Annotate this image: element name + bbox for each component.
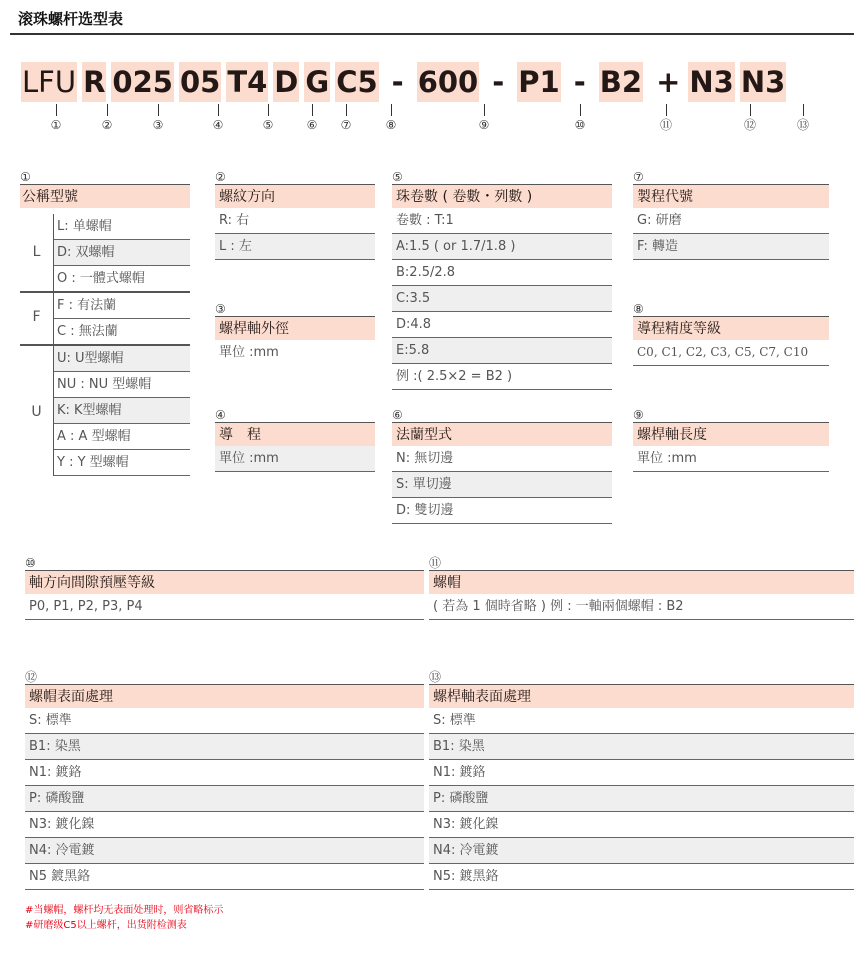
section-number: ⑥	[392, 408, 403, 422]
table-row: B:2.5/2.8	[392, 260, 612, 286]
section-number: ①	[20, 170, 31, 184]
section-header: 螺紋方向	[215, 184, 375, 208]
code-segment-process: G	[304, 62, 330, 102]
code-marker: ⑨	[474, 104, 494, 132]
section-header: 導 程	[215, 422, 375, 446]
code-segment-nut-surface: N3	[688, 62, 734, 102]
code-marker: ③	[148, 104, 168, 132]
code-segment-flange: D	[273, 62, 299, 102]
section-number: ⑩	[25, 556, 36, 570]
code-segment-length: 600	[417, 62, 480, 102]
section-header: 螺帽表面處理	[25, 684, 424, 708]
table-row: D: 雙切邊	[392, 498, 612, 524]
model-group-l	[20, 214, 190, 292]
code-segment-shaft-surface: N3	[740, 62, 786, 102]
code-segment-lfu: LFU	[21, 62, 77, 102]
code-separator: -	[573, 65, 586, 99]
table-row: A:1.5 ( or 1.7/1.8 )	[392, 234, 612, 260]
code-marker: ⑫	[740, 104, 760, 132]
group-letter: F	[32, 309, 41, 325]
group-letter: U	[31, 404, 42, 420]
table-row: C0, C1, C2, C3, C5, C7, C10	[633, 340, 829, 366]
table-row: N: 無切邊	[392, 446, 612, 472]
section-lead	[215, 408, 375, 472]
table-row: L : 左	[215, 234, 375, 260]
table-row: D:4.8	[392, 312, 612, 338]
table-row: N1: 鍍鉻	[25, 760, 424, 786]
table-row: O : 一體式螺帽	[54, 266, 190, 292]
table-row: N5 鍍黑鉻	[25, 864, 424, 890]
code-segment-direction: R	[82, 62, 106, 102]
code-segment-turns: T4	[226, 62, 268, 102]
table-row: 單位 :mm	[219, 345, 279, 360]
table-row: N3: 鍍化鎳	[25, 812, 424, 838]
code-segment-accuracy: C5	[335, 62, 378, 102]
section-flange-type	[392, 408, 612, 524]
table-row: C : 無法蘭	[54, 319, 190, 345]
code-marker: ⑦	[336, 104, 356, 132]
code-separator-plus: +	[656, 65, 681, 99]
table-row: 單位 :mm	[215, 446, 375, 472]
section-number: ⑧	[633, 302, 644, 316]
code-marker: ⑥	[302, 104, 322, 132]
table-row: G: 研磨	[633, 208, 829, 234]
section-thread-direction	[215, 170, 375, 260]
model-group-f	[20, 293, 190, 345]
code-segment-diameter: 025	[111, 62, 174, 102]
section-number: ⑪	[429, 556, 442, 570]
section-header: 導程精度等級	[633, 316, 829, 340]
table-row: E:5.8	[392, 338, 612, 364]
section-header: 螺帽	[429, 570, 854, 594]
section-lead-accuracy	[633, 302, 829, 366]
section-header: 螺桿軸長度	[633, 422, 829, 446]
table-row: N3: 鍍化鎳	[429, 812, 854, 838]
section-number: ⑦	[633, 170, 644, 184]
table-row: N1: 鍍鉻	[429, 760, 854, 786]
table-row: 單位 :mm	[633, 446, 829, 472]
section-number: ③	[215, 302, 226, 316]
model-code	[21, 62, 791, 102]
table-row: U: U型螺帽	[54, 346, 190, 372]
table-row: Y : Y 型螺帽	[54, 450, 190, 476]
table-row: P0, P1, P2, P3, P4	[25, 594, 424, 620]
table-row: B1: 染黑	[25, 734, 424, 760]
code-marker: ⑤	[258, 104, 278, 132]
code-separator: -	[492, 65, 505, 99]
table-row: ( 若為 1 個時省略 ) 例 : 一軸兩個螺帽 : B2	[429, 594, 854, 620]
model-group-u	[20, 346, 190, 478]
table-row: D: 双螺帽	[54, 240, 190, 266]
footnote: #研磨级C5以上螺杆，出货附检测表	[25, 920, 187, 931]
section-number: ②	[215, 170, 226, 184]
code-marker: ①	[46, 104, 66, 132]
code-marker: ④	[208, 104, 228, 132]
section-header: 螺桿軸表面處理	[429, 684, 854, 708]
section-nut-count	[429, 556, 854, 620]
code-marker: ⑬	[793, 104, 813, 132]
section-model	[20, 170, 190, 208]
title-divider	[10, 33, 854, 35]
code-separator: -	[391, 65, 404, 99]
table-row: L: 单螺帽	[54, 214, 190, 240]
table-row: K: K型螺帽	[54, 398, 190, 424]
section-shaft-length	[633, 408, 829, 472]
section-number: ⑤	[392, 170, 403, 184]
footnotes	[25, 903, 625, 933]
table-row: N5: 鍍黑鉻	[429, 864, 854, 890]
code-markers	[0, 104, 854, 138]
code-segment-nut: B2	[599, 62, 643, 102]
table-row: B1: 染黑	[429, 734, 854, 760]
section-header: 螺桿軸外徑	[215, 316, 375, 340]
table-row: C:3.5	[392, 286, 612, 312]
table-row: S: 標準	[429, 708, 854, 734]
footnote: #当螺帽，螺杆均无表面处理时，则省略标示	[25, 905, 224, 916]
section-circuits	[392, 170, 612, 390]
table-row: R: 右	[215, 208, 375, 234]
code-marker: ⑧	[381, 104, 401, 132]
table-row: NU : NU 型螺帽	[54, 372, 190, 398]
section-header: 法蘭型式	[392, 422, 612, 446]
table-row: N4: 冷電鍍	[429, 838, 854, 864]
table-row: S: 標準	[25, 708, 424, 734]
section-shaft-diameter	[215, 302, 375, 366]
code-segment-lead: 05	[179, 62, 221, 102]
section-header: 公稱型號	[20, 184, 190, 208]
table-row: A : A 型螺帽	[54, 424, 190, 450]
group-letter: L	[32, 244, 41, 260]
section-header: 珠卷數 ( 卷數・列數 )	[392, 184, 612, 208]
section-nut-surface	[25, 670, 424, 890]
page-title: 滚珠螺杆选型表	[18, 10, 124, 28]
section-header: 製程代號	[633, 184, 829, 208]
table-row: 卷數 : T:1	[392, 208, 612, 234]
section-shaft-surface	[429, 670, 854, 890]
section-number: ⑬	[429, 670, 442, 684]
section-number: ④	[215, 408, 226, 422]
section-preload	[25, 556, 424, 620]
code-marker: ②	[97, 104, 117, 132]
table-row: F: 轉造	[633, 234, 829, 260]
code-segment-preload: P1	[517, 62, 560, 102]
table-row: 例 :( 2.5×2 = B2 )	[392, 364, 612, 390]
code-marker: ⑪	[656, 104, 676, 132]
table-row: P: 磷酸鹽	[429, 786, 854, 812]
section-header: 軸方向間隙預壓等級	[25, 570, 424, 594]
section-number: ⑫	[25, 670, 38, 684]
table-row: F : 有法蘭	[54, 293, 190, 319]
table-row: P: 磷酸鹽	[25, 786, 424, 812]
table-row: N4: 冷電鍍	[25, 838, 424, 864]
code-marker: ⑩	[570, 104, 590, 132]
section-process-code	[633, 170, 829, 260]
table-row: S: 單切邊	[392, 472, 612, 498]
section-number: ⑨	[633, 408, 644, 422]
